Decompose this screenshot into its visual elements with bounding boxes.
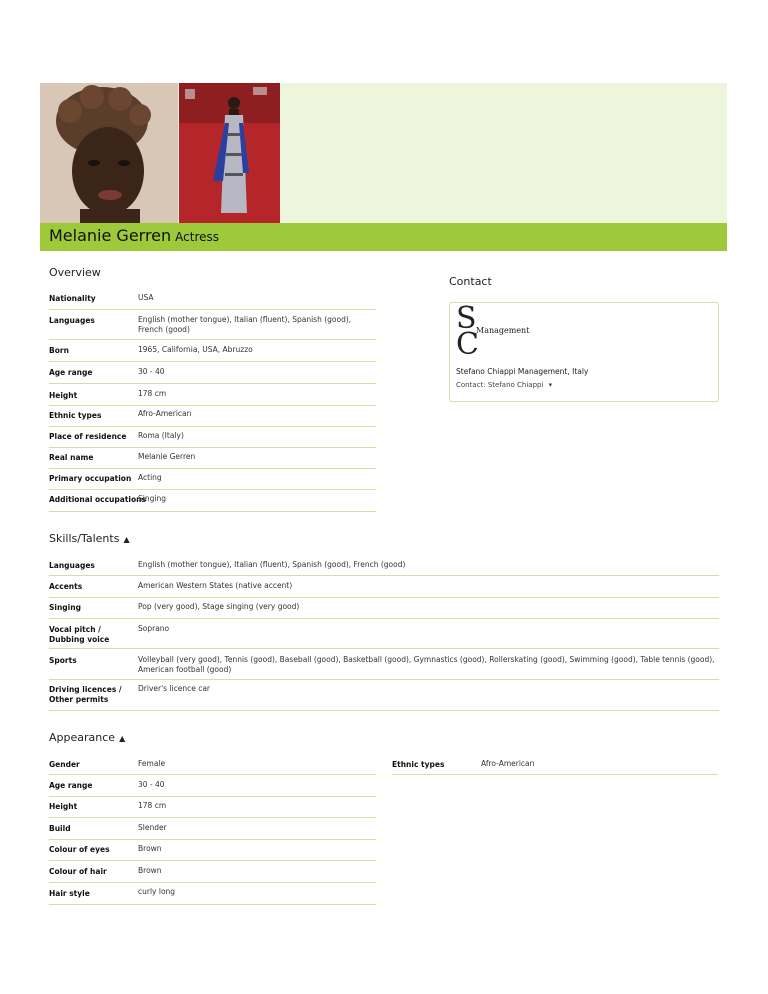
row-value: Pop (very good), Stage singing (very good)	[138, 602, 300, 611]
row-value: Soprano	[138, 624, 170, 633]
row-label: Born	[49, 346, 69, 355]
table-row	[49, 679, 719, 711]
row-value: 30 - 40	[138, 780, 165, 789]
row-value: Volleyball (very good), Tennis (good), Baseball (good), Basketball (good), Gymnastics (good), Rollerskating (good), Swimming (good), Table tennis (good), American football (good)	[138, 655, 715, 674]
row-value: Female	[138, 759, 166, 768]
appearance-heading[interactable]	[49, 731, 125, 744]
row-value: 178 cm	[138, 801, 167, 810]
row-value: 1965, California, USA, Abruzzo	[138, 345, 253, 354]
table-row	[392, 752, 718, 775]
red-carpet-illustration	[179, 83, 280, 223]
row-label: Languages	[49, 561, 95, 570]
table-row	[49, 309, 376, 340]
contact-person-text: Contact: Stefano Chiappi	[456, 381, 544, 389]
row-label: Place of residence	[49, 432, 127, 441]
table-row	[49, 882, 376, 905]
chevron-down-icon: ▾	[548, 381, 553, 389]
row-label: Build	[49, 824, 71, 833]
row-label: Age range	[49, 781, 93, 790]
table-row	[49, 817, 376, 840]
row-label: Ethnic types	[392, 760, 445, 769]
row-value: Melanie Gerren	[138, 452, 196, 461]
table-row	[49, 618, 719, 649]
agency-name[interactable]: Stefano Chiappi Management, Italy	[456, 367, 589, 376]
row-value: English (mother tongue), Italian (fluent), Spanish (good), French (good)	[138, 315, 352, 334]
agency-logo-letter-s: S	[456, 301, 477, 336]
agency-logo-letter-c: C	[456, 327, 479, 362]
row-value: Brown	[138, 866, 162, 875]
skills-heading[interactable]	[49, 532, 130, 545]
profile-role: Actress	[175, 230, 220, 244]
table-row	[49, 287, 376, 310]
row-label: Singing	[49, 603, 81, 612]
row-label: Height	[49, 391, 78, 400]
row-value: Acting	[138, 473, 162, 482]
agency-logo-word: Management	[476, 326, 530, 335]
row-value: Slender	[138, 823, 167, 832]
row-value: English (mother tongue), Italian (fluent), Spanish (good), French (good)	[138, 560, 406, 569]
profile-name	[49, 226, 219, 245]
row-label: Ethnic types	[49, 411, 102, 420]
row-label: Colour of hair	[49, 867, 107, 876]
table-row	[49, 447, 376, 469]
caret-up-icon: ▲	[123, 535, 130, 544]
row-value: American Western States (native accent)	[138, 581, 293, 590]
row-label: Additional occupations	[49, 495, 146, 504]
overview-heading: Overview	[49, 266, 101, 279]
row-value: Singing	[138, 494, 166, 503]
row-label: Nationality	[49, 294, 96, 303]
row-value: Afro-American	[481, 759, 535, 768]
table-row	[49, 553, 719, 576]
name-bar	[40, 223, 727, 251]
row-value: 178 cm	[138, 389, 167, 398]
row-label: Hair style	[49, 889, 90, 898]
row-value: Brown	[138, 844, 162, 853]
row-label: Colour of eyes	[49, 845, 110, 854]
row-value: curly long	[138, 887, 176, 896]
skills-heading-text: Skills/Talents	[49, 532, 120, 545]
table-row	[49, 575, 719, 598]
table-row	[49, 405, 376, 427]
table-row	[49, 361, 376, 384]
table-row	[49, 597, 719, 619]
row-label: Accents	[49, 582, 83, 591]
row-label: Height	[49, 802, 78, 811]
contact-card[interactable]	[449, 302, 719, 402]
table-row	[49, 648, 719, 680]
row-label: Gender	[49, 760, 80, 769]
profile-name-text: Melanie Gerren	[49, 226, 172, 245]
contact-heading: Contact	[449, 275, 492, 288]
row-label: Real name	[49, 453, 94, 462]
table-row	[49, 774, 376, 797]
row-label: Languages	[49, 316, 95, 325]
row-value: Roma (Italy)	[138, 431, 184, 440]
row-label: Age range	[49, 368, 93, 377]
appearance-heading-text: Appearance	[49, 731, 116, 744]
portrait-photo[interactable]	[40, 83, 178, 223]
row-value: Driver's licence car	[138, 684, 211, 693]
row-value: 30 - 40	[138, 367, 165, 376]
caret-up-icon: ▲	[119, 734, 126, 743]
red-carpet-photo[interactable]	[179, 83, 280, 223]
table-row	[49, 752, 376, 775]
row-label: Vocal pitch / Dubbing voice	[49, 625, 110, 644]
row-label: Primary occupation	[49, 474, 132, 483]
portrait-illustration	[40, 83, 178, 223]
contact-person[interactable]	[456, 381, 552, 389]
row-label: Driving licences / Other permits	[49, 685, 122, 704]
row-label: Sports	[49, 656, 77, 665]
table-row	[49, 426, 376, 448]
table-row	[49, 839, 376, 861]
row-value: Afro-American	[138, 409, 192, 418]
table-row	[49, 468, 376, 490]
table-row	[49, 339, 376, 362]
table-row	[49, 489, 376, 512]
row-value: USA	[138, 293, 154, 302]
table-row	[49, 383, 376, 406]
table-row	[49, 860, 376, 883]
table-row	[49, 796, 376, 818]
